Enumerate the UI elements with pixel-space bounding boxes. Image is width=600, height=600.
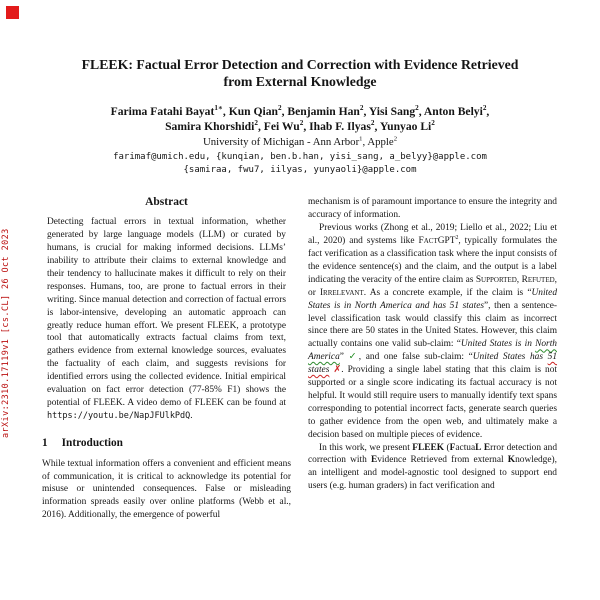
- abstract-text: Detecting factual errors in textual information, whether generated by large language models (LLM) or curated by humans, is crucial for making informed decisions. LLMs’ inability to attribute their claims to external knowledge and their tendency to hallucinate makes it difficult to rely on their responses. Humans, too, are prone to factual errors in their writing. Since manual detection and correction of factual errors is labor-intensive, developing an automatic approach can greatly reduce human effort. We present FLEEK, a prototype tool that automatically extracts factual claims from text, gathers evidence from external knowledge sources, evaluates the factuality of each claim, and suggests revisions for identified errors using the collected evidence. Initial empirical evaluation on fact error detection (77-85% F1) shows the potential of FLEEK. A video demo of FLEEK can be found at https://youtu.be/NapJFUlkPdQ.: [47, 217, 286, 421]
- author-line2: Samira Khorshidi$^2$, Fei Wu$^2$, Ihab F. Ilyas$^2$, Yunyao Li$^2$: [165, 119, 435, 133]
- section-label: Introduction: [61, 436, 123, 449]
- author-line1: Farima Fatahi Bayat$^{1∗}$, Kun Qian$^2$, Benjamin Han$^2$, Yisi Sang$^2$, Anton Belyi$^2$,: [110, 103, 490, 118]
- email-block: [0, 151, 600, 177]
- body-paragraph-1: mechanism is of paramount importance to ensure the integrity and accuracy of information.: [308, 197, 557, 221]
- email-line1: farimaf@umich.edu, {kunqian, ben.b.han, yisi_sang, a_belyy}@apple.com: [113, 152, 487, 163]
- email-line2: {samiraa, fwu7, iilyas, yunyaoli}@apple.com: [183, 165, 417, 176]
- arxiv-stamp: arXiv:2310.17119v1 [cs.CL] 26 Oct 2023: [1, 228, 11, 438]
- intro-paragraph: While textual information offers a convenient and efficient means of communication, it is critical to acknowledge its potential for misuse or unintended consequences. False or misleading information spreads easily over online platforms (Webb et al., 2016). Additionally, the emergence of powerful: [42, 458, 291, 521]
- paper-header: [0, 0, 600, 177]
- left-column: [42, 196, 291, 522]
- paper-title-line1: FLEEK: Factual Error Detection and Correction with Evidence Retrieved: [81, 57, 519, 72]
- abstract-heading: Abstract: [145, 196, 188, 209]
- red-marker: [6, 6, 19, 19]
- affiliation-line: University of Michigan - Ann Arbor$^1$, Apple$^2$: [202, 135, 398, 149]
- two-column-body: [0, 177, 600, 522]
- section-number: 1: [42, 436, 48, 449]
- body-paragraph-3: In this work, we present FLEEK (FactuaL Error detection and correction with Evidence Retrieved from external Knowledge), an intelligent and model-agnostic tool designed to support end users (e.g. human graders) in fact verification and: [308, 442, 558, 492]
- section-heading-introduction: [42, 437, 291, 450]
- body-paragraph-2: Previous works (Zhong et al., 2019; Liello et al., 2022; Liu et al., 2020) and systems like FactGPT$^2$, typically formulates the fact verification as a classification task where the input consists of the evidence sentence(s) and the claim, and the output is a label indicating the veracity of the entire claim as Supported, Refuted, or Irrelevant. As a concrete example, if the claim is “United States is in North America and has 51 states”, then a sentence-level classification task would classify this claim as incorrect since there are 50 states in the United States. However, this claim actually contains one valid sub-claim: “United States is in North America” ✓, and one false sub-claim: “United States has 51 states ✗. Providing a single label stating that this claim is not supported or a single score indicating its factual accuracy is not helpful. It would still require users to manually identify text spans corresponding to potential incorrect facts, generate search queries to gather evidence from the open web, and ultimately make a decision based on multiple pieces of evidence.: [308, 223, 558, 440]
- demo-video-link[interactable]: https://youtu.be/NapJFUlkPdQ: [47, 410, 191, 421]
- right-column: [308, 196, 557, 522]
- paper-title-line2: from External Knowledge: [223, 73, 377, 89]
- author-list: [0, 104, 600, 135]
